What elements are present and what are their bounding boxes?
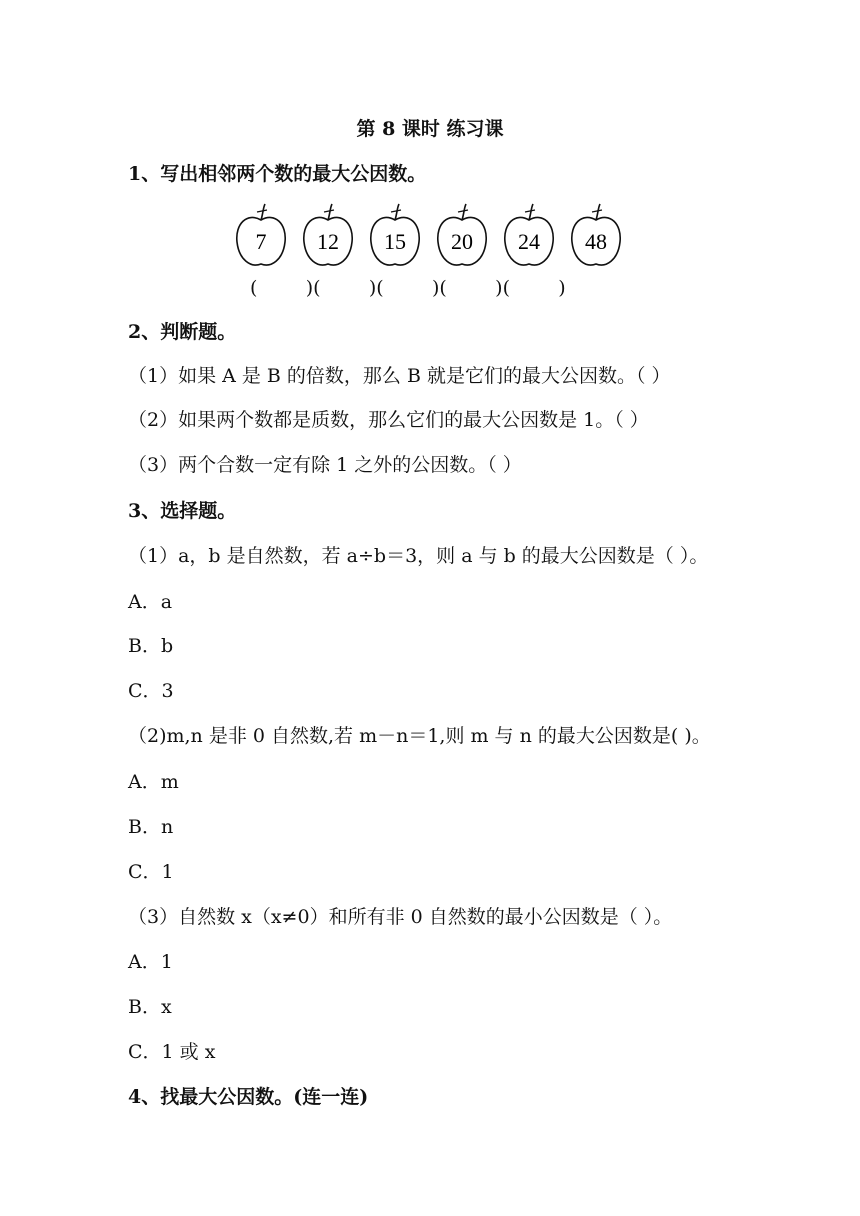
apple-icon [505,204,553,265]
apple-number: 24 [518,229,540,254]
answer-blanks-row[interactable]: ( )( )( )( )( ) [250,277,566,299]
apple-icon [371,204,419,265]
option-a[interactable]: A．a [128,591,173,613]
option-a[interactable]: A．1 [128,951,173,973]
question-3-heading: 3、选择题。 [128,500,237,522]
option-a[interactable]: A．m [128,771,179,793]
option-c[interactable]: C．1 [128,861,174,883]
question-4-heading: 4、找最大公因数。(连一连) [128,1086,369,1108]
question-1-heading: 1、写出相邻两个数的最大公因数。 [128,163,427,185]
option-b[interactable]: B．b [128,635,174,657]
apple-icon [304,204,352,265]
apple-icon [572,204,620,265]
judge-item-2[interactable]: （2）如果两个数都是质数，那么它们的最大公因数是 1。（ ） [128,409,649,431]
option-b[interactable]: B．x [128,996,172,1018]
apple-number: 48 [585,229,607,254]
option-b[interactable]: B．n [128,816,174,838]
apple-number: 15 [384,229,406,254]
apple-row [228,202,638,272]
choice-question-2[interactable]: （2)m,n 是非 0 自然数,若 m－n＝1,则 m 与 n 的最大公因数是( )。 [128,725,711,747]
question-2-heading: 2、判断题。 [128,321,237,343]
apple-icon [438,204,486,265]
option-c[interactable]: C．3 [128,680,174,702]
apple-number: 12 [317,229,339,254]
judge-item-3[interactable]: （3）两个合数一定有除 1 之外的公因数。（ ） [128,454,522,476]
page-title: 第 8 课时 练习课 [356,118,504,140]
apple-icon [237,204,285,265]
option-c[interactable]: C．1 或 x [128,1041,216,1063]
apple-number: 20 [451,229,473,254]
apple-number: 7 [255,229,267,254]
choice-question-3[interactable]: （3）自然数 x（x≠0）和所有非 0 自然数的最小公因数是（ ）。 [128,906,673,928]
choice-question-1[interactable]: （1）a，b 是自然数，若 a÷b＝3，则 a 与 b 的最大公因数是（ ）。 [128,545,709,567]
judge-item-1[interactable]: （1）如果 A 是 B 的倍数，那么 B 就是它们的最大公因数。（ ） [128,365,671,387]
